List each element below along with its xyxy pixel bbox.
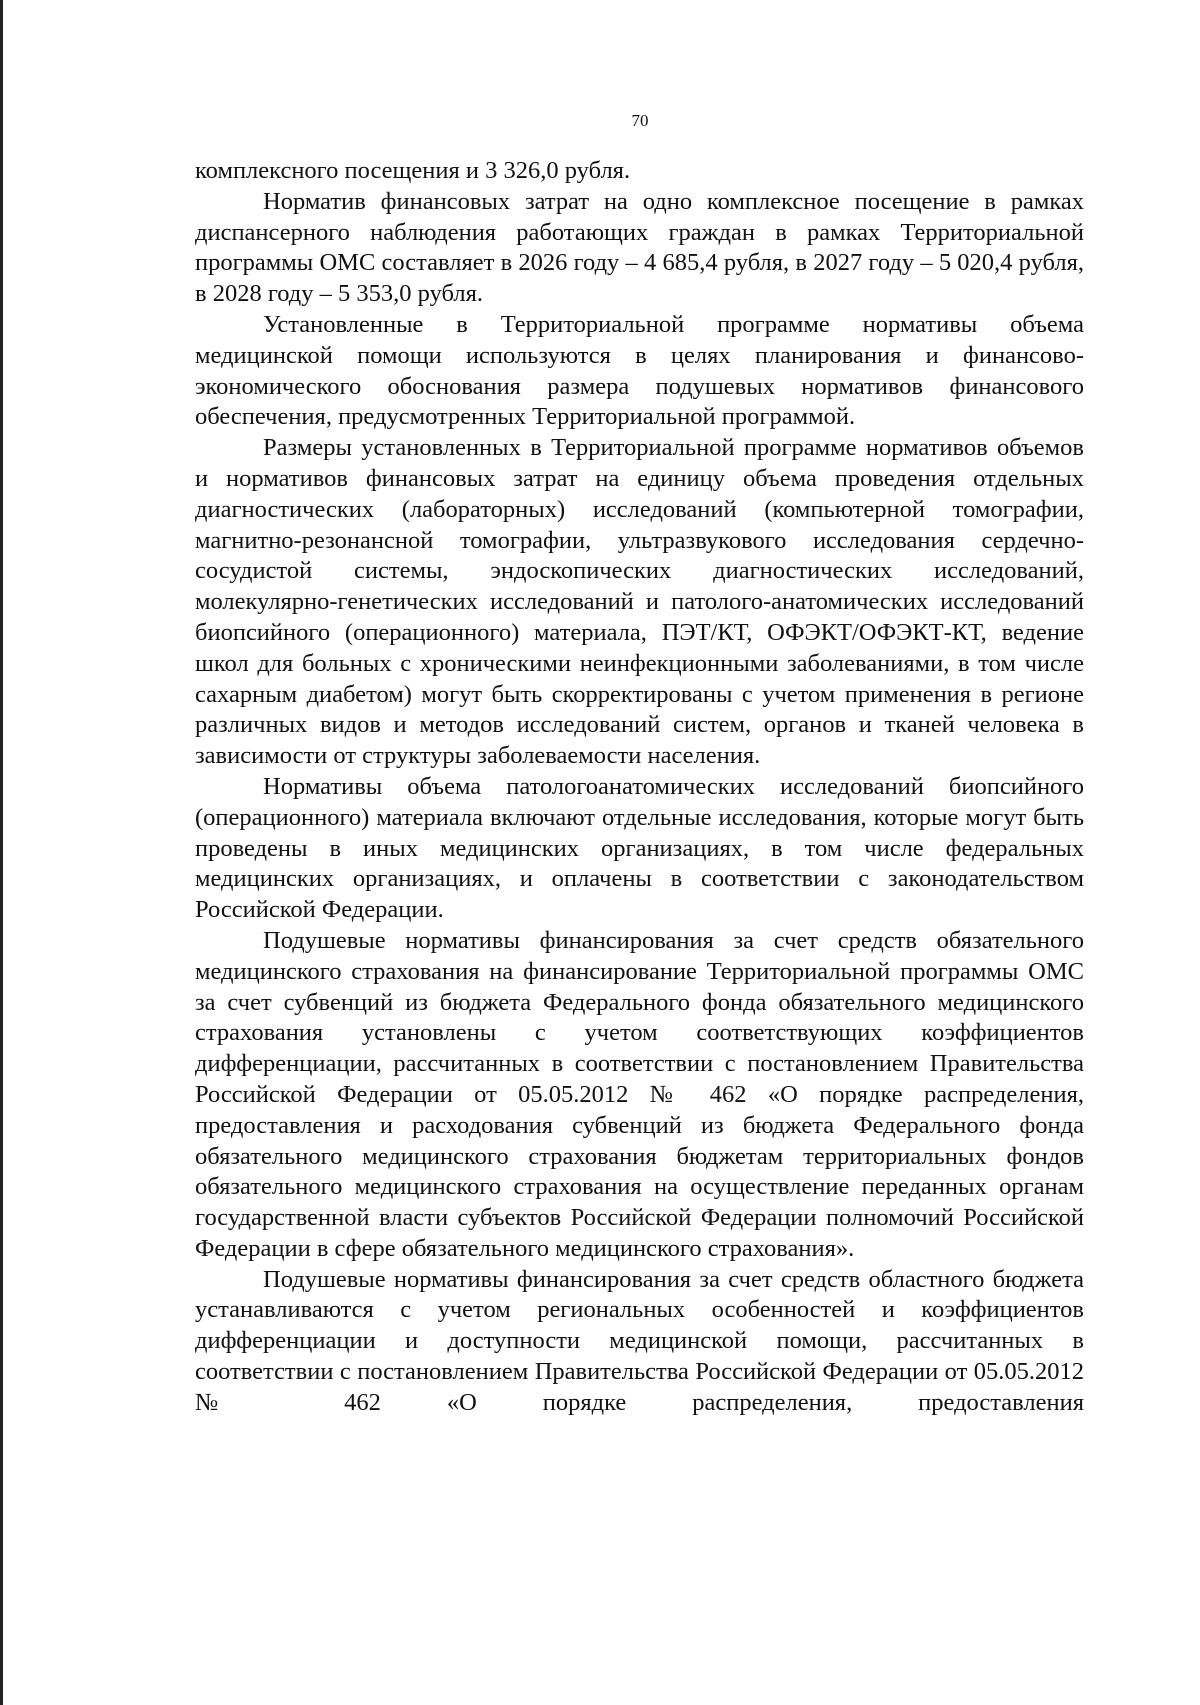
paragraph-continuation: комплексного посещения и 3 326,0 рубля. [195,157,631,184]
paragraph-diagnostic-studies: Размеры установленных в Территориальной программе нормативов объемов и нормативов финансовых затрат на единицу объема проведения отдельных диагностических (лабораторных) исследований (компьютерной томографии, магнитно-резонансной томографии, ультразвукового исследования сердечно-сосудистой системы, эндоскопических диагностических исследований, молекулярно-генетических исследований и патолого-анатомических исследований биопсийного (операционного) материала, ПЭТ/КТ, ОФЭКТ/ОФЭКТ-КТ, ведение школ для больных с хроническими неинфекционными заболеваниями, в том числе сахарным диабетом) могут быть скорректированы с учетом применения в регионе различных видов и методов исследований систем, органов и тканей человека в зависимости от структуры заболеваемости населения. [195,434,1084,770]
paragraph-oms-per-capita: Подушевые нормативы финансирования за счет средств обязательного медицинского страхования на финансирование Территориальной программы ОМС за счет субвенций из бюджета Федерального фонда обязательного медицинского страхования установлены с учетом соответствующих коэффициентов дифференциации, рассчитанных в соответствии с постановлением Правительства Российской Федерации от 05.05.2012 № 462 «О порядке распределения, предоставления и расходования субвенций из бюджета Федерального фонда обязательного медицинского страхования бюджетам территориальных фондов обязательного медицинского страхования на осуществление переданных органам государственной власти субъектов Российской Федерации полномочий Российской Федерации в сфере обязательного медицинского страхования». [195,926,1084,1262]
document-body [195,156,1084,1419]
paragraph-pathology-studies: Нормативы объема патологоанатомических исследований биопсийного (операционного) материала включают отдельные исследования, которые могут быть проведены в иных медицинских организациях, в том числе федеральных медицинских организациях, и оплачены в соответствии с законодательством Российской Федерации. [195,772,1084,924]
paragraph-dispensary-norm: Норматив финансовых затрат на одно комплексное посещение в рамках диспансерного наблюдения работающих граждан в рамках Территориальной программы ОМС составляет в 2026 году – 4 685,4 рубля, в 2027 году – 5 020,4 рубля, в 2028 году – 5 353,0 рубля. [195,187,1084,308]
paragraph-volume-norms: Установленные в Территориальной программе нормативы объема медицинской помощи используются в целях планирования и финансово-экономического обоснования размера подушевых нормативов финансового обеспечения, предусмотренных Территориальной программой. [195,310,1084,431]
paragraph-regional-budget: Подушевые нормативы финансирования за счет средств областного бюджета устанавливаются с учетом региональных особенностей и коэффициентов дифференциации и доступности медицинской помощи, рассчитанных в соответствии с постановлением Правительства Российской Федерации от 05.05.2012 № 462 «О порядке распределения, предоставления [195,1265,1084,1416]
page-number: 70 [631,111,649,130]
scan-edge-divider [0,0,3,1705]
